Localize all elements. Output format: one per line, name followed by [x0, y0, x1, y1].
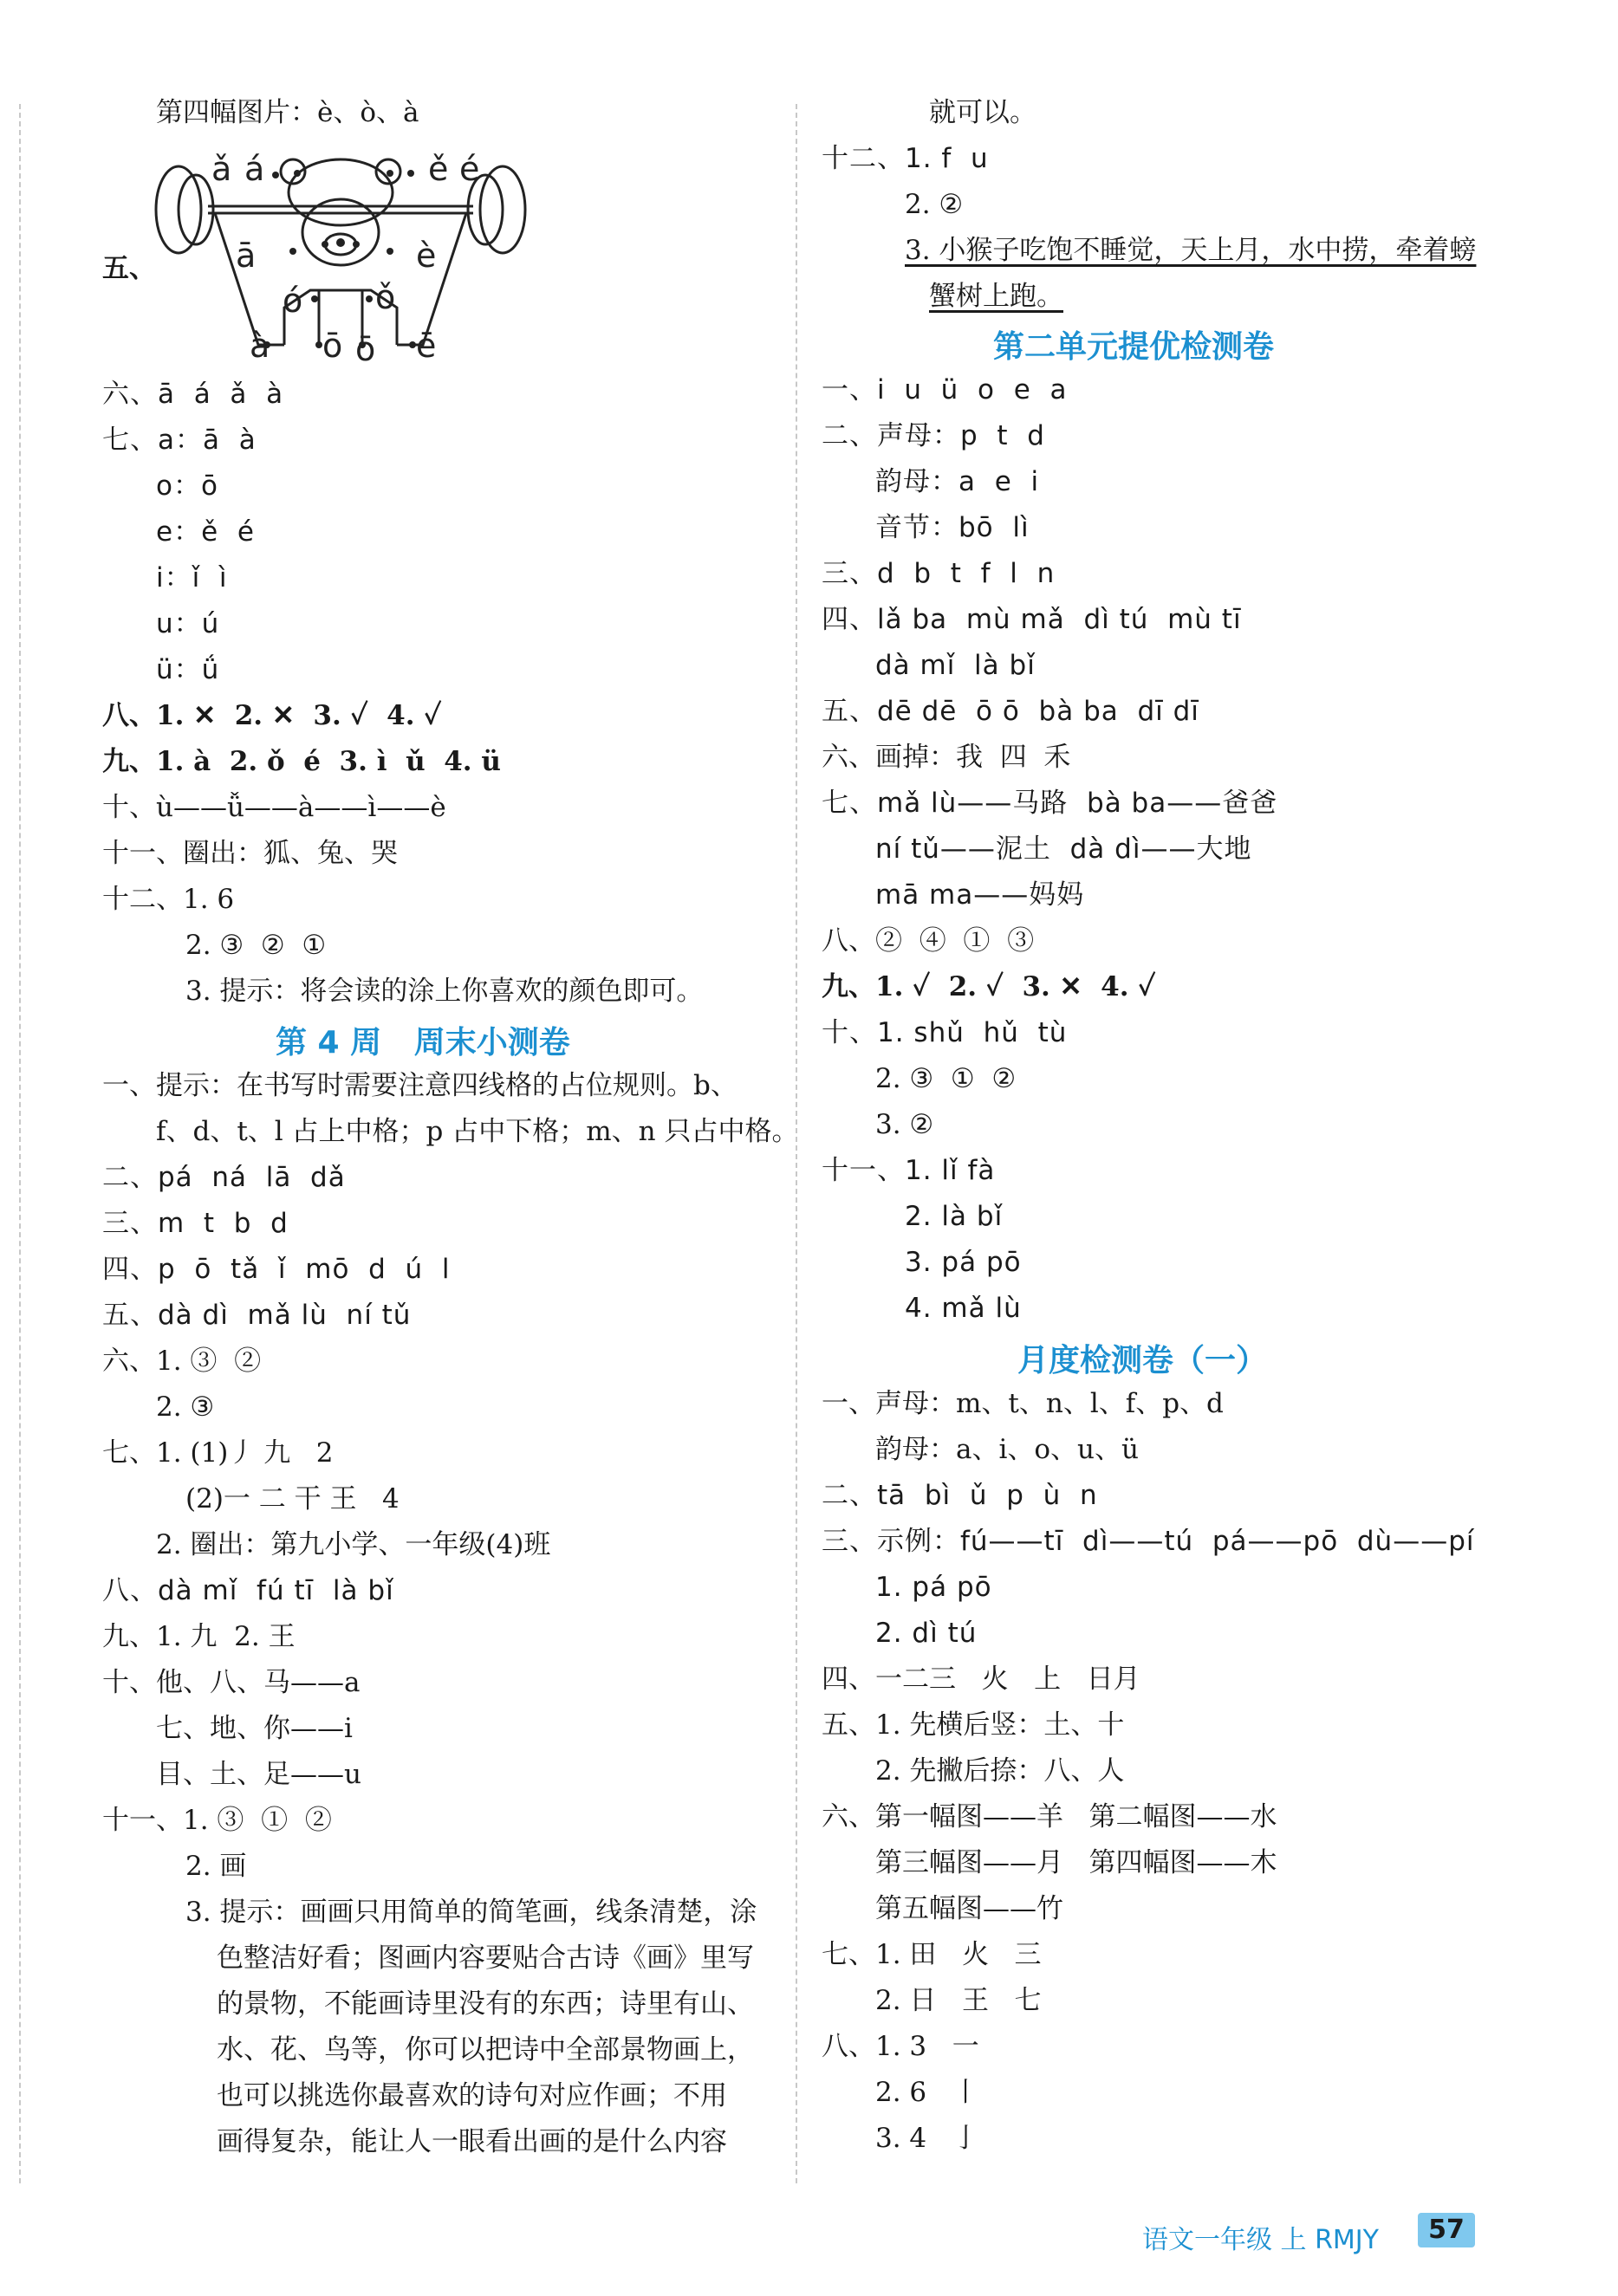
answer-line: 五、1. 先横后竖：土、十 [822, 1709, 1125, 1741]
answer-line: 九、1. à 2. ǒ é 3. ì ǔ 4. ü [102, 746, 501, 777]
answer-line: 九、1. 九 2. 王 [102, 1621, 296, 1652]
answer-line: 七、mǎ lù——马路 bà ba——爸爸 [822, 788, 1278, 819]
label-a3: ǎ [211, 150, 232, 188]
answer-line: 九、1. ✓ 2. ✓ 3. ✕ 4. ✓ [822, 971, 1156, 1002]
label-a4: à [250, 327, 270, 365]
answer-line: 十、他、八、马——a [102, 1667, 361, 1698]
answer-line: 2. ③ ① ② [875, 1063, 1017, 1094]
answer-line: 十一、1. ③ ① ② [102, 1805, 332, 1836]
label-e3: ě [428, 150, 449, 188]
answer-line: 三、示例：fú——tī dì——tú pá——pō dù——pí [822, 1526, 1475, 1557]
footer-subject: 语文一年级 上 RMJY [1142, 2225, 1379, 2255]
answer-line: 十二、1. f u [822, 143, 989, 174]
answer-line: 二、pá ná lā dǎ [102, 1162, 346, 1193]
answer-line: ü：ǘ [156, 654, 220, 685]
answer-line: 2. 先撇后捺：八、人 [875, 1755, 1125, 1787]
label-o3: ǒ [375, 278, 396, 316]
answer-line: 3. pá pō [905, 1247, 1022, 1278]
answer-line: 十一、圈出：狐、兔、哭 [102, 838, 398, 869]
answer-line: 十二、1. 6 [102, 884, 235, 915]
label-o1b: ō [355, 330, 376, 368]
answer-line: 2. ② [905, 189, 964, 220]
answer-line: 四、lǎ ba mù mǎ dì tú mù tī [822, 604, 1242, 635]
answer-line: 第五幅图——竹 [875, 1893, 1063, 1924]
answer-line: 1. pá pō [875, 1572, 992, 1603]
answer-line: 2. ③ ② ① [185, 930, 327, 961]
answer-line: 3. ② [875, 1109, 934, 1140]
answer-line: 三、m t b d [102, 1208, 289, 1239]
answer-line: 2. 圈出：第九小学、一年级(4)班 [156, 1529, 551, 1560]
answer-line: 4. mǎ lù [905, 1293, 1022, 1324]
answer-line: 八、② ④ ① ③ [822, 925, 1035, 957]
answer-line: 2. 日 王 七 [875, 1985, 1042, 2016]
answer-line: 七、a：ā à [102, 425, 257, 456]
answer-line: 二、tā bì ǔ p ù n [822, 1480, 1098, 1511]
answer-line: 六、画掉：我 四 禾 [822, 742, 1071, 773]
answer-line: o：ō [156, 470, 218, 502]
answer-line: 2. dì tú [875, 1618, 978, 1649]
answer-line: 六、ā á ǎ à [102, 379, 284, 410]
answer-line: 3. 提示：将会读的涂上你喜欢的颜色即可。 [185, 976, 704, 1007]
answer-line: 画得复杂，能让人一眼看出画的是什么内容 [217, 2126, 727, 2157]
answer-line: 五、dē dē ō ō bà ba dī dī [822, 696, 1199, 727]
answer-line: 一、提示：在书写时需要注意四线格的占位规则。b、 [102, 1070, 738, 1101]
answer-line: 六、第一幅图——羊 第二幅图——水 [822, 1801, 1277, 1832]
answer-line: 韵母：a e i [875, 466, 1040, 497]
answer-line: 色整洁好看；图画内容要贴合古诗《画》里写 [217, 1943, 754, 1974]
answer-line: 十一、1. lǐ fà [822, 1155, 996, 1186]
label-a2: á [244, 150, 265, 188]
answer-line: 2. 6 丨 [875, 2077, 979, 2108]
answer-line: 水、花、鸟等，你可以把诗中全部景物画上， [217, 2034, 754, 2066]
answer-line: 第四幅图片：è、ò、à [156, 97, 419, 128]
answer-line: 音节：bō lì [875, 512, 1030, 543]
answer-line: ní tǔ——泥土 dà dì——大地 [875, 833, 1252, 865]
answer-line: 七、1. 田 火 三 [822, 1939, 1042, 1970]
label-a1: ā [236, 237, 257, 275]
answer-line: 3. 小猴子吃饱不睡觉，天上月，水中捞，牵着螃 [905, 235, 1477, 266]
answer-line: 七、地、你——i [156, 1713, 353, 1744]
label-o2: ó [283, 282, 303, 320]
label-e1: ē [416, 327, 437, 365]
answer-line: 也可以挑选你最喜欢的诗句对应作画；不用 [217, 2080, 727, 2111]
answer-line: mā ma——妈妈 [875, 879, 1085, 911]
answer-line: 十、1. shǔ hǔ tù [822, 1017, 1068, 1048]
answer-line: u：ú [156, 608, 220, 639]
answer-line: 韵母：a、i、o、u、ü [875, 1434, 1139, 1465]
section-title: 第 4 周 周末小测卷 [276, 1025, 570, 1060]
page-number: 57 [1418, 2213, 1475, 2247]
answer-line: 八、1. ✕ 2. ✕ 3. ✓ 4. ✓ [102, 700, 442, 731]
label-o1a: ō [322, 327, 343, 365]
label-e4: è [416, 237, 437, 275]
answer-line: 六、1. ③ ② [102, 1346, 262, 1377]
answer-line: e：ě é [156, 516, 255, 548]
label-e2: é [459, 150, 480, 188]
left-margin-divider [19, 104, 21, 2183]
answer-line: i：ǐ ì [156, 562, 228, 593]
answer-line: 3. 4 亅 [875, 2123, 979, 2154]
answer-line: 第三幅图——月 第四幅图——木 [875, 1847, 1277, 1878]
answer-line: 二、声母：p t d [822, 420, 1045, 451]
answer-line: dà mǐ là bǐ [875, 650, 1036, 681]
barbell-bear-diagram [154, 139, 553, 381]
answer-line: 五、 [102, 253, 156, 284]
answer-line: 四、p ō tǎ ǐ mō d ú l [102, 1254, 451, 1285]
answer-line: 三、d b t f l n [822, 558, 1056, 589]
answer-line: 3. 提示：画画只用简单的简笔画，线条清楚，涂 [185, 1897, 757, 1928]
section-title: 第二单元提优检测卷 [993, 329, 1275, 365]
answer-line: 五、dà dì mǎ lù ní tǔ [102, 1300, 412, 1331]
section-title: 月度检测卷（一） [1017, 1343, 1268, 1378]
answer-line: 七、1. (1)丿 九 2 [102, 1437, 334, 1469]
answer-line: 四、一二三 火 上 日月 [822, 1664, 1140, 1695]
answer-line: 的景物，不能画诗里没有的东西；诗里有山、 [217, 1988, 754, 2020]
answer-line: 十、ù——ǚ——à——ì——è [102, 792, 446, 823]
answer-line: 八、dà mǐ fú tī là bǐ [102, 1575, 394, 1606]
answer-line: 就可以。 [929, 97, 1036, 128]
answer-line: 八、1. 3 一 [822, 2031, 979, 2062]
answer-line: (2)一 二 干 王 4 [185, 1483, 400, 1514]
answer-line: 2. ③ [156, 1391, 215, 1423]
answer-line: f、d、t、l 占上中格；p 占中下格；m、n 只占中格。 [156, 1116, 799, 1147]
answer-line: 一、声母：m、t、n、l、f、p、d [822, 1388, 1224, 1419]
answer-line: 蟹树上跑。 [929, 281, 1063, 312]
answer-line: 2. là bǐ [905, 1201, 1004, 1232]
answer-line: 目、土、足——u [156, 1759, 361, 1790]
answer-line: 2. 画 [185, 1851, 247, 1882]
answer-line: 一、i u ü o e a [822, 374, 1068, 405]
